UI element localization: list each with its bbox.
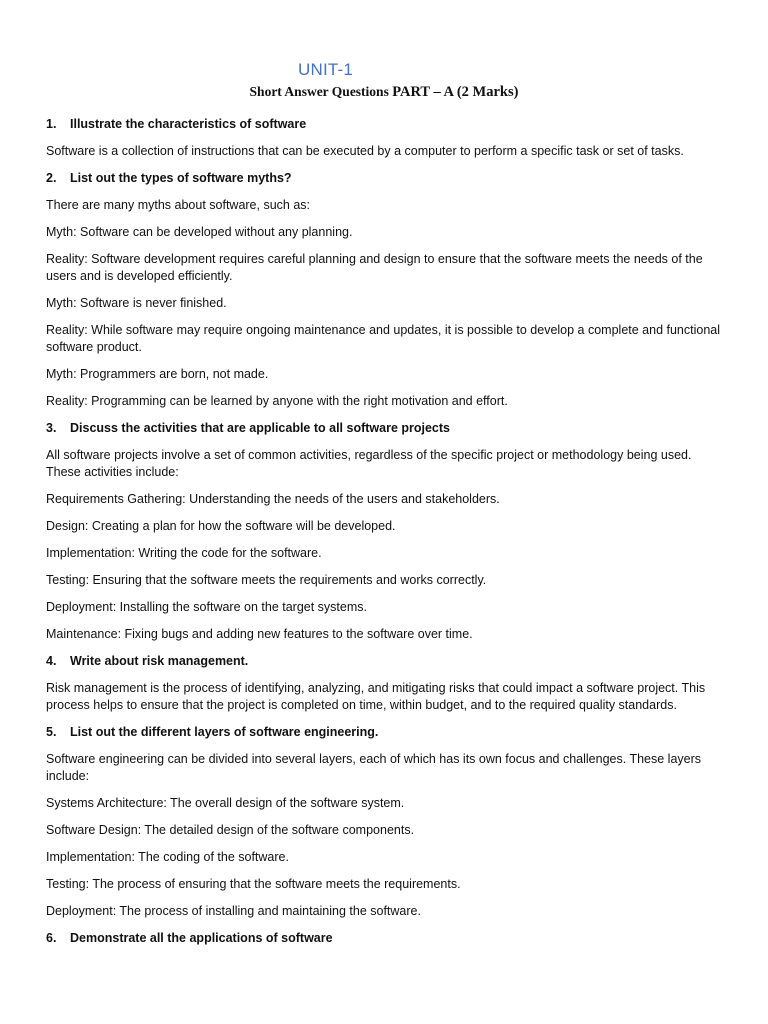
answer-paragraph: Myth: Software is never finished.: [46, 296, 227, 310]
answer-paragraph: Myth: Programmers are born, not made.: [46, 367, 269, 381]
page-subtitle: [0, 84, 768, 101]
answer-paragraph: Reality: Programming can be learned by anyone with the right motivation and effort.: [46, 394, 508, 408]
answer-paragraph: Software engineering can be divided into several layers, each of which has its own focus and challenges. These layers include:: [46, 752, 702, 783]
question-number: 5.: [46, 725, 57, 739]
question-number: 4.: [46, 654, 57, 668]
question-heading: [46, 930, 726, 947]
answer-paragraph: Testing: Ensuring that the software meets the requirements and works correctly.: [46, 573, 487, 587]
answer-paragraph: Deployment: Installing the software on the target systems.: [46, 600, 367, 614]
question-text: Write about risk management.: [70, 654, 249, 668]
answer-paragraph: Design: Creating a plan for how the software will be developed.: [46, 519, 396, 533]
unit-heading: UNIT-1: [298, 60, 354, 79]
answer-paragraph: Software Design: The detailed design of the software components.: [46, 823, 415, 837]
answer-paragraph: Risk management is the process of identifying, analyzing, and mitigating risks that could impact a software project. This process helps to ensure that the project is completed on time, within budget, and to the required quality standards.: [46, 681, 706, 712]
answer-paragraph: There are many myths about software, such as:: [46, 198, 311, 212]
document-body: [46, 116, 726, 957]
answer-paragraph: Software is a collection of instructions that can be executed by a computer to perform a specific task or set of tasks.: [46, 144, 684, 158]
question-heading: [46, 420, 726, 437]
answer-paragraph: Maintenance: Fixing bugs and adding new features to the software over time.: [46, 627, 473, 641]
question-text: Discuss the activities that are applicable to all software projects: [70, 421, 450, 435]
question-number: 3.: [46, 421, 57, 435]
question-text: Demonstrate all the applications of software: [70, 931, 333, 945]
answer-paragraph: Implementation: Writing the code for the software.: [46, 546, 322, 560]
answer-paragraph: Reality: Software development requires careful planning and design to ensure that the software meets the needs of the users and is developed efficiently.: [46, 252, 703, 283]
question-heading: [46, 653, 726, 670]
subtitle-tail: PART – A (2 Marks): [392, 84, 519, 100]
question-number: 6.: [46, 931, 57, 945]
answer-paragraph: Systems Architecture: The overall design of the software system.: [46, 796, 405, 810]
answer-paragraph: Myth: Software can be developed without any planning.: [46, 225, 353, 239]
answer-paragraph: Implementation: The coding of the software.: [46, 850, 289, 864]
question-text: List out the types of software myths?: [70, 171, 292, 185]
question-number: 1.: [46, 117, 57, 131]
question-number: 2.: [46, 171, 57, 185]
answer-paragraph: Requirements Gathering: Understanding the needs of the users and stakeholders.: [46, 492, 500, 506]
answer-paragraph: Deployment: The process of installing and maintaining the software.: [46, 904, 421, 918]
question-text: Illustrate the characteristics of software: [70, 117, 307, 131]
question-heading: [46, 170, 726, 187]
answer-paragraph: All software projects involve a set of common activities, regardless of the specific project or methodology being used. These activities include:: [46, 448, 692, 479]
subtitle-lead: Short Answer Questions: [249, 84, 393, 99]
question-text: List out the different layers of software engineering.: [70, 725, 379, 739]
answer-paragraph: Reality: While software may require ongoing maintenance and updates, it is possible to develop a complete and functional software product.: [46, 323, 721, 354]
question-heading: [46, 116, 726, 133]
answer-paragraph: Testing: The process of ensuring that the software meets the requirements.: [46, 877, 461, 891]
question-heading: [46, 724, 726, 741]
